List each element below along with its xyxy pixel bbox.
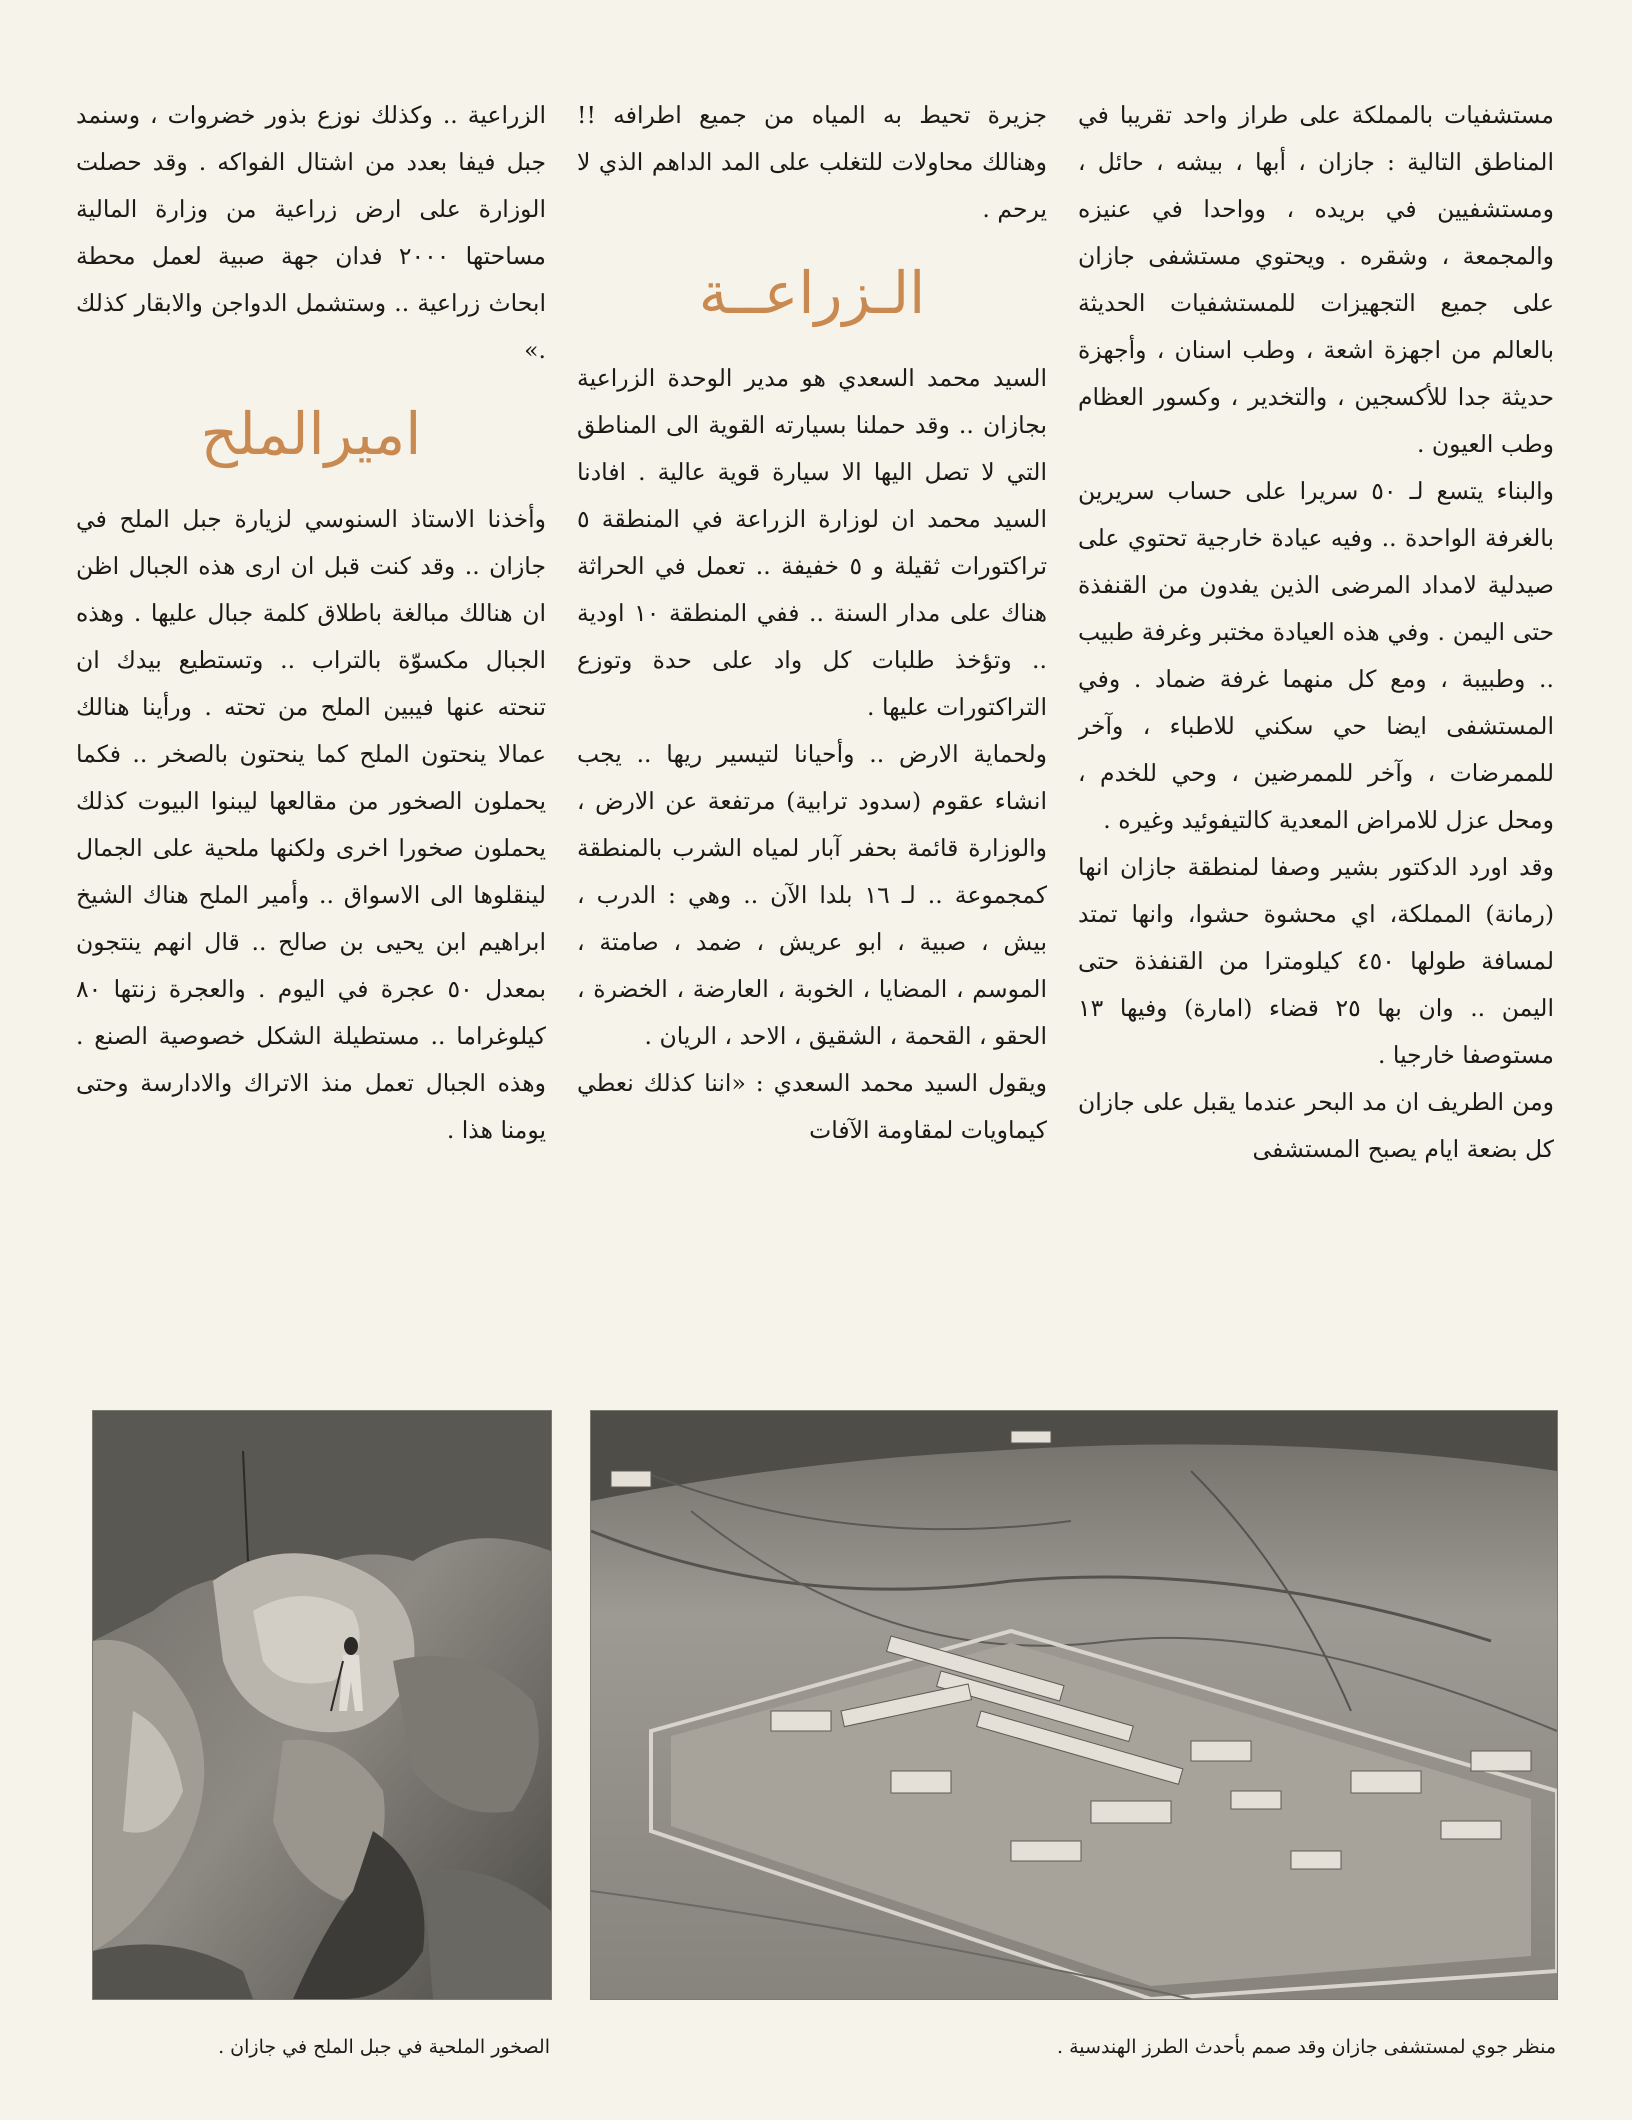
paragraph: والبناء يتسع لـ ٥٠ سريرا على حساب سريرين بالغرفة الواحدة .. وفيه عيادة خارجية تحتوي على صيدلية لامداد المرضى الذين يفدون من القنفذة حتى اليمن . وفي هذه العيادة مختبر وغرفة طبيب .. وطبيبة ، ومع كل منهما غرفة ضماد . وفي المستشفى ايضا حي سكني للاطباء ، وآخر للممرضات ، وآخر للممرضين ، وحي للخدم ، ومحل عزل للامراض المعدية كالتيفوئيد وغيره . <box>1078 477 1554 834</box>
article-column-right <box>1078 92 1554 1382</box>
salt-rocks-photo <box>92 1410 552 2000</box>
salt-rocks-image <box>93 1411 551 1999</box>
article-column-left <box>76 92 546 1382</box>
paragraph: وأخذنا الاستاذ السنوسي لزيارة جبل الملح في جازان .. وقد كنت قبل ان ارى هذه الجبال اظن ان هنالك مبالغة باطلاق كلمة جبال عليها . وهذه الجبال مكسوّة بالتراب .. وتستطيع بيدك ان تنحته عنها فيبين الملح من تحته . ورأينا هنالك عمالا ينحتون الملح كما ينحتون بالصخر .. فكما يحملون الصخور من مقالعها ليبنوا البيوت كذلك يحملون صخورا اخرى ولكنها ملحية على الجمال لينقلوها الى الاسواق .. وأمير الملح هناك الشيخ ابراهيم ابن يحيى بن صالح .. قال انهم ينتجون بمعدل ٥٠ عجرة في اليوم . والعجرة زنتها ٨٠ كيلوغراما .. مستطيلة الشكل خصوصية الصنع . وهذه الجبال تعمل منذ الاتراك والادارسة وحتى يومنا هذا . <box>76 505 546 1144</box>
section-heading-agriculture: الـزراعــة <box>698 259 926 327</box>
article-column-middle <box>577 92 1047 1382</box>
paragraph: مستشفيات بالمملكة على طراز واحد تقريبا في المناطق التالية : جازان ، أبها ، بيشه ، حائل ، ومستشفيين في بريده ، وواحدا في عنيزه والمجمعة ، وشقره . ويحتوي مستشفى جازان على جميع التجهيزات للمستشفيات الحديثة بالعالم من اجهزة اشعة ، وطب اسنان ، وأجهزة حديثة جدا للأكسجين ، والتخدير ، وكسور العظام وطب العيون . <box>1078 101 1554 458</box>
hospital-aerial-image <box>591 1411 1557 1999</box>
section-heading-salt-prince: اميرالملح <box>200 400 422 468</box>
photo-caption-salt-rocks: الصخور الملحية في جبل الملح في جازان . <box>218 2036 550 2058</box>
photo-caption-hospital: منظر جوي لمستشفى جازان وقد صمم بأحدث الطرز الهندسية . <box>1057 2036 1556 2058</box>
paragraph: ومن الطريف ان مد البحر عندما يقبل على جازان كل بضعة ايام يصبح المستشفى <box>1078 1088 1554 1163</box>
paragraph: وقد اورد الدكتور بشير وصفا لمنطقة جازان انها (رمانة) المملكة، اي محشوة حشوا، وانها تمتد لمسافة طولها ٤٥٠ كيلومترا من القنفذة حتى اليمن .. وان بها ٢٥ قضاء (امارة) وفيها ١٣ مستوصفا خارجيا . <box>1078 853 1554 1069</box>
paragraph: ويقول السيد محمد السعدي : «اننا كذلك نعطي كيماويات لمقاومة الآفات <box>577 1069 1047 1144</box>
paragraph: جزيرة تحيط به المياه من جميع اطرافه !! وهنالك محاولات للتغلب على المد الداهم الذي لا يرحم . <box>577 101 1047 223</box>
hospital-aerial-photo <box>590 1410 1558 2000</box>
paragraph: ولحماية الارض .. وأحيانا لتيسير ريها .. يجب انشاء عقوم (سدود ترابية) مرتفعة عن الارض ، والوزارة قائمة بحفر آبار لمياه الشرب بالمنطقة كمجموعة .. لـ ١٦ بلدا الآن .. وهي : الدرب ، بيش ، صبية ، ابو عريش ، ضمد ، صامتة ، الموسم ، المضايا ، الخوبة ، العارضة ، الخضرة ، الحقو ، القحمة ، الشقيق ، الاحد ، الريان . <box>577 740 1047 1050</box>
paragraph: السيد محمد السعدي هو مدير الوحدة الزراعية بجازان .. وقد حملنا بسيارته القوية الى المناطق التي لا تصل اليها الا سيارة قوية عالية . افادنا السيد محمد ان لوزارة الزراعة في المنطقة ٥ تراكتورات ثقيلة و ٥ خفيفة .. تعمل في الحراثة هناك على مدار السنة .. ففي المنطقة ١٠ اودية .. وتؤخذ طلبات كل واد على حدة وتوزع التراكتورات عليها . <box>577 364 1047 721</box>
paragraph: الزراعية .. وكذلك نوزع بذور خضروات ، وسنمد جبل فيفا بعدد من اشتال الفواكه . وقد حصلت الوزارة على ارض زراعية من وزارة المالية مساحتها ٢٠٠٠ فدان جهة صبية لعمل محطة ابحاث زراعية .. وستشمل الدواجن والابقار كذلك .» <box>76 101 546 364</box>
